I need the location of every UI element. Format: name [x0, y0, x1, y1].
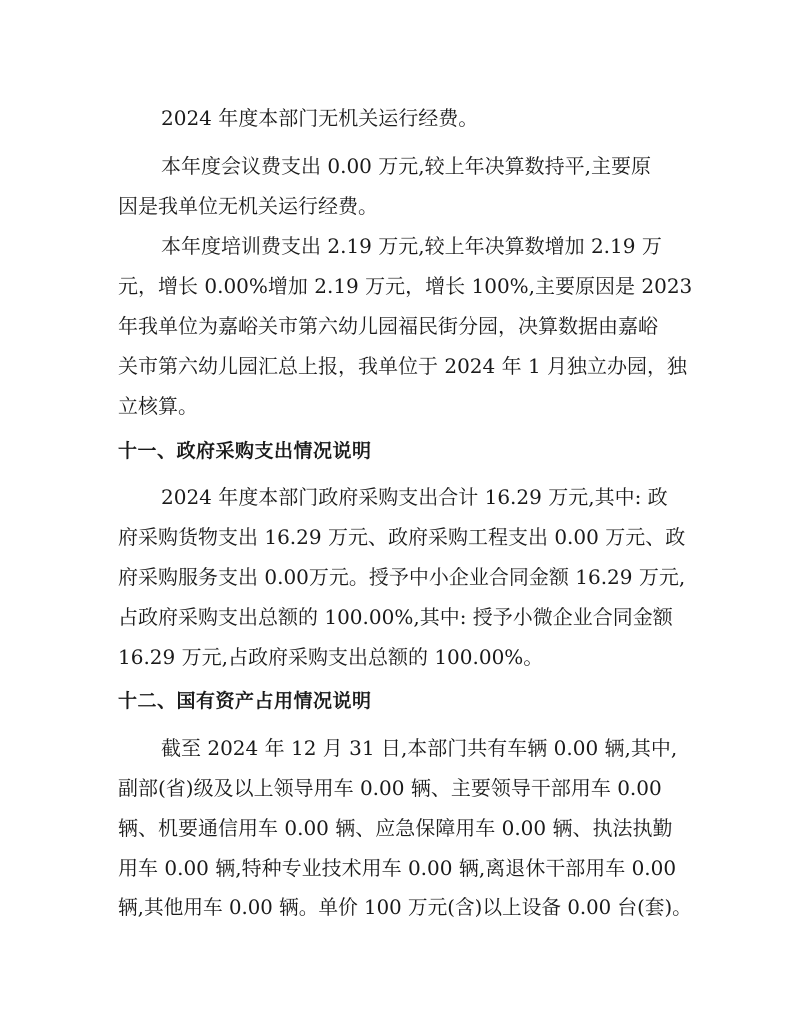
- paragraph-line: 16.29 万元,占政府采购支出总额的 100.00%。: [118, 645, 544, 669]
- paragraph-line: 本年度会议费支出 0.00 万元,较上年决算数持平,主要原: [161, 154, 651, 178]
- paragraph-line: 副部(省)级及以上领导用车 0.00 辆、主要领导干部用车 0.00: [118, 776, 662, 800]
- paragraph-line: 因是我单位无机关运行经费。: [118, 194, 378, 218]
- paragraph-line: 立核算。: [118, 394, 198, 418]
- paragraph-line: 用车 0.00 辆,特种专业技术用车 0.00 辆,离退休干部用车 0.00: [118, 856, 677, 880]
- paragraph-line: 元，增长 0.00%增加 2.19 万元，增长 100%,主要原因是 2023: [118, 274, 693, 298]
- paragraph-line: 府采购服务支出 0.00万元。授予中小企业合同金额 16.29 万元,: [118, 565, 686, 589]
- paragraph-line: 辆,其他用车 0.00 辆。单价 100 万元(含)以上设备 0.00 台(套)。: [118, 896, 692, 919]
- paragraph-line: 截至 2024 年 12 月 31 日,本部门共有车辆 0.00 辆,其中,: [161, 736, 678, 760]
- paragraph-line: 占政府采购支出总额的 100.00%,其中: 授予小微企业合同金额: [118, 605, 673, 629]
- paragraph-line: 年我单位为嘉峪关市第六幼儿园福民街分园，决算数据由嘉峪: [118, 314, 658, 338]
- paragraph-line: 2024 年度本部门无机关运行经费。: [161, 106, 479, 130]
- paragraph-line: 本年度培训费支出 2.19 万元,较上年决算数增加 2.19 万: [161, 234, 662, 258]
- paragraph-line: 府采购货物支出 16.29 万元、政府采购工程支出 0.00 万元、政: [118, 525, 686, 549]
- paragraph-line: 2024 年度本部门政府采购支出合计 16.29 万元,其中: 政: [161, 485, 668, 509]
- paragraph-line: 辆、机要通信用车 0.00 辆、应急保障用车 0.00 辆、执法执勤: [118, 816, 673, 840]
- paragraph-line: 关市第六幼儿园汇总上报，我单位于 2024 年 1 月独立办园，独: [118, 354, 688, 378]
- section-heading-11: 十一、政府采购支出情况说明: [118, 440, 372, 462]
- section-heading-12: 十二、国有资产占用情况说明: [118, 690, 372, 712]
